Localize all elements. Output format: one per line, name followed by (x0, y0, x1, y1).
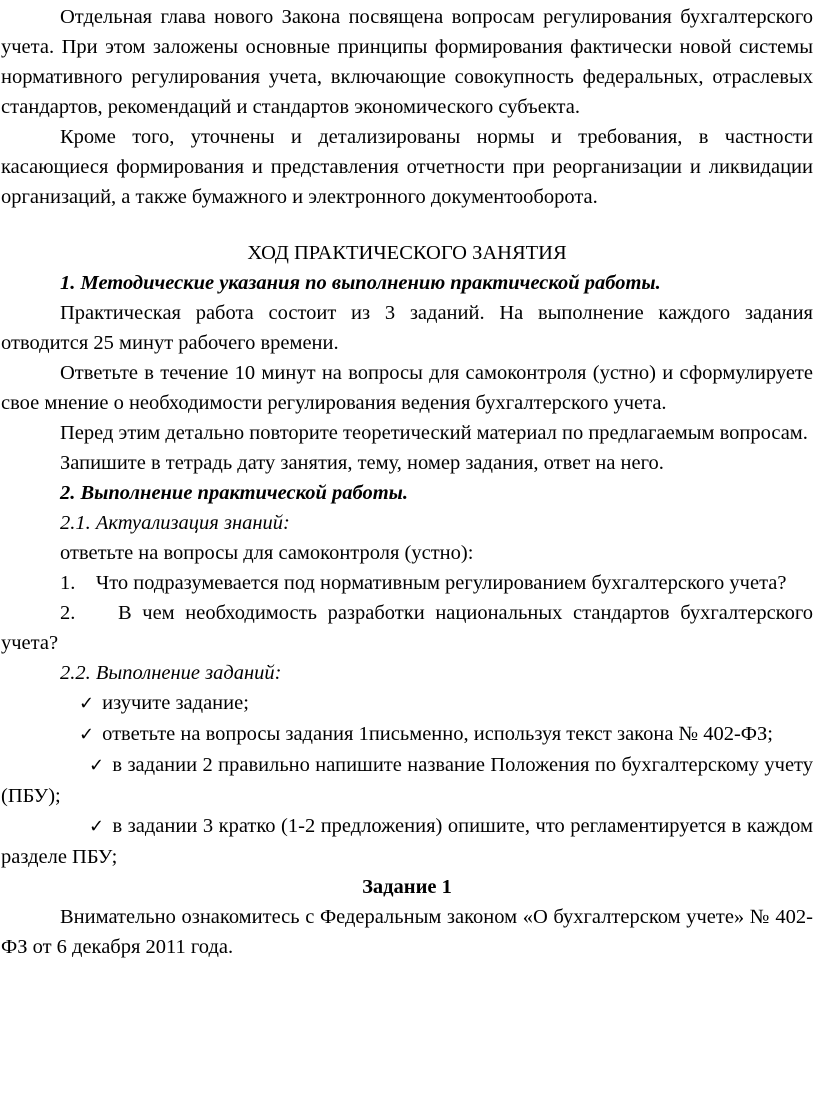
part1-heading: 1. Методические указания по выполнению практической работы. (60, 272, 661, 294)
part2-subheading-2: 2.2. Выполнение заданий: (60, 662, 282, 684)
checkmark-icon: ✓ (89, 755, 105, 776)
checklist-item-text: в задании 2 правильно напишите название Положения по бухгалтерскому учету (ПБУ); (1, 754, 813, 807)
checkmark-icon: ✓ (79, 693, 95, 714)
checklist-item-3 (0, 750, 816, 811)
section-heading: ХОД ПРАКТИЧЕСКОГО ЗАНЯТИЯ (247, 242, 567, 264)
checkmark-icon: ✓ (89, 816, 105, 837)
part2-sub1-intro: ответьте на вопросы для самоконтроля (устно): (60, 542, 474, 564)
part1-paragraph-1: Практическая работа состоит из 3 заданий. На выполнение каждого задания отводится 25 минут рабочего времени. (1, 302, 813, 354)
checkmark-icon: ✓ (79, 724, 95, 745)
checklist-item-text: ответьте на вопросы задания 1письменно, используя текст закона № 402-ФЗ; (102, 723, 773, 745)
part1-paragraph-2: Ответьте в течение 10 минут на вопросы для самоконтроля (устно) и сформулируете свое мнение о необходимости регулирования ведения бухгалтерского учета. (1, 362, 813, 414)
checklist-item-1 (0, 688, 816, 719)
checklist-item-text: изучите задание; (102, 692, 249, 714)
question-item-2: 2. В чем необходимость разработки национальных стандартов бухгалтерского учета? (1, 602, 813, 654)
question-item-1: 1. Что подразумевается под нормативным регулированием бухгалтерского учета? (60, 572, 787, 594)
checklist-item-4 (0, 811, 816, 872)
intro-paragraph-2: Кроме того, уточнены и детализированы нормы и требования, в частности касающиеся формирования и представления отчетности при реорганизации и ликвидации организаций, а также бумажного и электронного документооборота. (1, 126, 813, 208)
checklist-item-2 (0, 719, 816, 750)
part1-paragraph-4: Запишите в тетрадь дату занятия, тему, номер задания, ответ на него. (60, 452, 664, 474)
part2-subheading-1: 2.1. Актуализация знаний: (60, 512, 290, 534)
part2-heading: 2. Выполнение практической работы. (60, 482, 408, 504)
part1-paragraph-3: Перед этим детально повторите теоретический материал по предлагаемым вопросам. (60, 422, 808, 444)
task1-text: Внимательно ознакомитесь с Федеральным законом «О бухгалтерском учете» № 402-ФЗ от 6 декабря 2011 года. (1, 906, 813, 958)
task1-heading: Задание 1 (362, 876, 452, 898)
checklist-item-text: в задании 3 кратко (1-2 предложения) опишите, что регламентируется в каждом разделе ПБУ; (1, 815, 813, 868)
intro-paragraph-1: Отдельная глава нового Закона посвящена вопросам регулирования бухгалтерского учета. При этом заложены основные принципы формирования фактически новой системы нормативного регулирования учета, включающие совокупность федеральных, отраслевых стандартов, рекомендаций и стандартов экономического субъекта. (1, 6, 813, 118)
